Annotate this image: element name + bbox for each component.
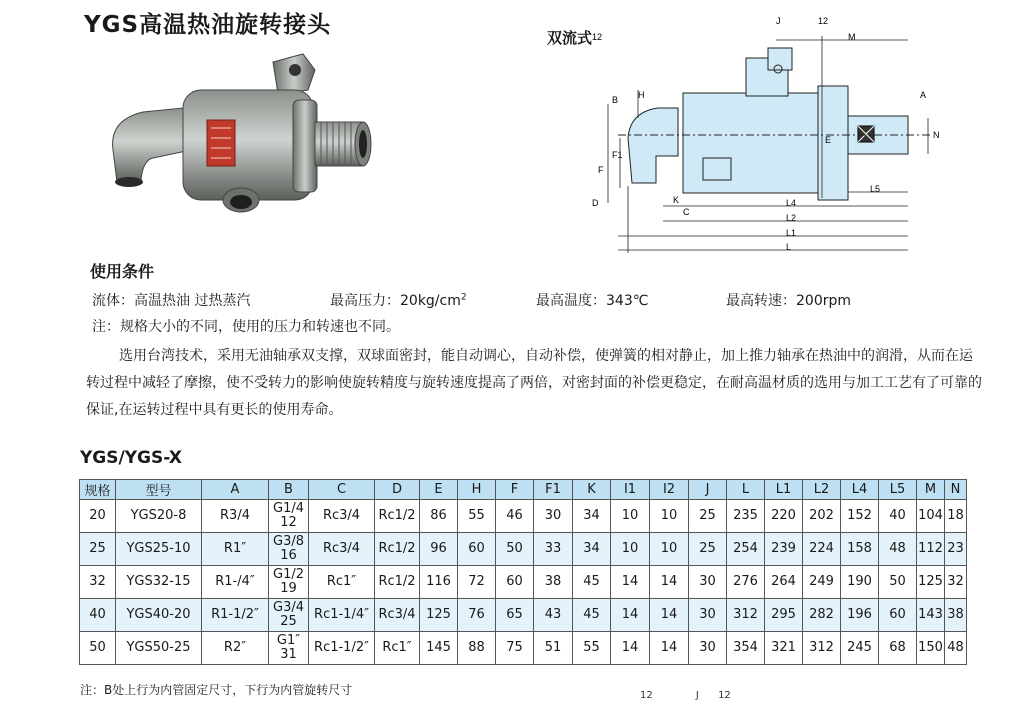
table-cell: 45 <box>573 566 611 599</box>
table-cell: 18 <box>945 500 967 533</box>
fluid-text: 流体：高温热油 过热蒸汽 <box>92 293 251 309</box>
table-cell: 34 <box>573 500 611 533</box>
header-cell: L2 <box>803 480 841 500</box>
dim-label-l1: L1 <box>786 228 797 238</box>
table-cell: 202 <box>803 500 841 533</box>
table-cell: R1-/4″ <box>202 566 269 599</box>
table-cell: 60 <box>496 566 534 599</box>
table-cell: 50 <box>80 632 116 665</box>
table-cell: 14 <box>611 599 650 632</box>
table-cell: 295 <box>765 599 803 632</box>
header-cell: H <box>458 480 496 500</box>
table-cell: 46 <box>496 500 534 533</box>
dim-label-12-top: 12 <box>592 32 603 42</box>
table-cell: Rc1″ <box>309 566 375 599</box>
conditions-heading: 使用条件 <box>90 262 155 281</box>
table-cell: 282 <box>803 599 841 632</box>
table-cell: 50 <box>879 566 917 599</box>
header-cell: 规格 <box>80 480 116 500</box>
table-cell: 321 <box>765 632 803 665</box>
table-cell: YGS50-25 <box>116 632 202 665</box>
table-cell: G3/4 25 <box>269 599 309 632</box>
dim-label-j: J <box>776 16 781 26</box>
table-cell: 14 <box>611 566 650 599</box>
header-cell: 型号 <box>116 480 202 500</box>
table-cell: 125 <box>420 599 458 632</box>
table-cell: 96 <box>420 533 458 566</box>
temperature-text: 最高温度：343℃ <box>536 293 649 309</box>
table-cell: 72 <box>458 566 496 599</box>
header-cell: L <box>727 480 765 500</box>
table-cell: 32 <box>80 566 116 599</box>
table-cell: 145 <box>420 632 458 665</box>
table-cell: R2″ <box>202 632 269 665</box>
table-cell: 312 <box>803 632 841 665</box>
table-cell: 88 <box>458 632 496 665</box>
table-cell: 65 <box>496 599 534 632</box>
header-cell: N <box>945 480 967 500</box>
description-paragraph: 选用台湾技术，采用无油轴承双支撑，双球面密封，能自动调心，自动补偿，使弹簧的相对静止，加上推力轴承在热油中的润滑，从而在运转过程中减轻了摩擦，使不受转力的影响使旋转精度与旋转速度提高了两倍，对密封面的补偿更稳定，在耐高温材质的选用与加工工艺有了可靠的保证,在运转过程中具有更长的使用寿命。 <box>86 348 982 418</box>
table-cell: 220 <box>765 500 803 533</box>
table-cell: 76 <box>458 599 496 632</box>
table-cell: 51 <box>534 632 573 665</box>
table-cell: 25 <box>689 500 727 533</box>
table-cell: 20 <box>80 500 116 533</box>
table-cell: 276 <box>727 566 765 599</box>
header-cell: F <box>496 480 534 500</box>
dim-label-a: A <box>920 90 927 100</box>
table-cell: 158 <box>841 533 879 566</box>
table-cell: 10 <box>611 500 650 533</box>
header-cell: F1 <box>534 480 573 500</box>
table-cell: 48 <box>945 632 967 665</box>
table-cell: 68 <box>879 632 917 665</box>
dim-label-f1: F1 <box>612 150 623 160</box>
table-cell: 14 <box>650 632 689 665</box>
dim-label-n: N <box>933 130 940 140</box>
header-cell: L1 <box>765 480 803 500</box>
table-cell: 25 <box>689 533 727 566</box>
header-cell: J <box>689 480 727 500</box>
header-cell: A <box>202 480 269 500</box>
table-cell: Rc1/2 <box>375 533 420 566</box>
table-cell: 190 <box>841 566 879 599</box>
table-row <box>80 599 967 632</box>
table-cell: YGS32-15 <box>116 566 202 599</box>
table-cell: 60 <box>458 533 496 566</box>
table-cell: 254 <box>727 533 765 566</box>
table-cell: 116 <box>420 566 458 599</box>
table-cell: Rc1/2 <box>375 500 420 533</box>
table-cell: 150 <box>917 632 945 665</box>
diagram-subtitle: 双流式 <box>547 29 593 47</box>
header-cell: I1 <box>611 480 650 500</box>
table-cell: 50 <box>496 533 534 566</box>
table-cell: 224 <box>803 533 841 566</box>
table-cell: Rc1/2 <box>375 566 420 599</box>
dim-label-h: H <box>638 90 645 100</box>
dim-label-l5: L5 <box>870 184 881 194</box>
table-cell: YGS40-20 <box>116 599 202 632</box>
table-cell: 34 <box>573 533 611 566</box>
table-header-row <box>80 480 967 500</box>
dim-label-l4: L4 <box>786 198 797 208</box>
header-cell: K <box>573 480 611 500</box>
table-cell: 152 <box>841 500 879 533</box>
table-cell: 32 <box>945 566 967 599</box>
header-cell: D <box>375 480 420 500</box>
table-cell: 14 <box>650 599 689 632</box>
table-cell: 10 <box>611 533 650 566</box>
table-cell: 38 <box>534 566 573 599</box>
table-cell: 312 <box>727 599 765 632</box>
table-cell: 14 <box>650 566 689 599</box>
table-cell: 264 <box>765 566 803 599</box>
table-cell: 143 <box>917 599 945 632</box>
table-cell: 30 <box>689 599 727 632</box>
table-cell: 104 <box>917 500 945 533</box>
dim-label-d: D <box>592 198 599 208</box>
table-cell: Rc3/4 <box>309 533 375 566</box>
table-cell: 30 <box>689 566 727 599</box>
table-cell: 239 <box>765 533 803 566</box>
table-cell: 33 <box>534 533 573 566</box>
table-cell: YGS25-10 <box>116 533 202 566</box>
dim-label-m: M <box>848 32 856 42</box>
table-cell: 125 <box>917 566 945 599</box>
table-cell: 38 <box>945 599 967 632</box>
table-cell: 245 <box>841 632 879 665</box>
table-cell: Rc3/4 <box>375 599 420 632</box>
dim-label-l2: L2 <box>786 213 797 223</box>
table-cell: 249 <box>803 566 841 599</box>
next-diagram-fragment: 12 J 12 <box>640 690 731 701</box>
table-cell: Rc3/4 <box>309 500 375 533</box>
table-row <box>80 533 967 566</box>
dim-label-e: E <box>825 135 832 145</box>
table-cell: Rc1-1/4″ <box>309 599 375 632</box>
header-cell: B <box>269 480 309 500</box>
table-cell: 45 <box>573 599 611 632</box>
table-cell: 60 <box>879 599 917 632</box>
table-cell: G1″ 31 <box>269 632 309 665</box>
table-title: YGS/YGS-X <box>80 448 182 468</box>
table-cell: Rc1″ <box>375 632 420 665</box>
table-row <box>80 500 967 533</box>
product-photo <box>103 50 383 230</box>
dim-label-b: B <box>612 95 619 105</box>
dim-label-c: C <box>683 207 690 217</box>
table-cell: 23 <box>945 533 967 566</box>
header-cell: L4 <box>841 480 879 500</box>
table-cell: 43 <box>534 599 573 632</box>
dim-label-f: F <box>598 165 604 175</box>
table-cell: 40 <box>80 599 116 632</box>
table-cell: 40 <box>879 500 917 533</box>
table-cell: 10 <box>650 500 689 533</box>
table-cell: 196 <box>841 599 879 632</box>
conditions-note: 注：规格大小的不同，使用的压力和转速也不同。 <box>92 319 400 335</box>
table-cell: 86 <box>420 500 458 533</box>
table-cell: 235 <box>727 500 765 533</box>
table-cell: 30 <box>534 500 573 533</box>
table-cell: 30 <box>689 632 727 665</box>
table-cell: R3/4 <box>202 500 269 533</box>
table-cell: 75 <box>496 632 534 665</box>
table-cell: 55 <box>573 632 611 665</box>
page-title: YGS高温热油旋转接头 <box>84 12 332 38</box>
header-cell: C <box>309 480 375 500</box>
table-cell: 354 <box>727 632 765 665</box>
table-cell: 25 <box>80 533 116 566</box>
table-cell: R1-1/2″ <box>202 599 269 632</box>
dim-label-12-right: 12 <box>818 16 829 26</box>
table-row <box>80 632 967 665</box>
header-cell: E <box>420 480 458 500</box>
dim-label-k: K <box>673 195 680 205</box>
table-row <box>80 566 967 599</box>
table-cell: 10 <box>650 533 689 566</box>
table-cell: 55 <box>458 500 496 533</box>
table-cell: YGS20-8 <box>116 500 202 533</box>
table-cell: G1/2 19 <box>269 566 309 599</box>
dim-label-l: L <box>786 242 792 252</box>
table-cell: R1″ <box>202 533 269 566</box>
table-cell: G3/8 16 <box>269 533 309 566</box>
dimension-diagram <box>578 8 958 253</box>
spec-table <box>79 479 967 665</box>
header-cell: I2 <box>650 480 689 500</box>
table-cell: Rc1-1/2″ <box>309 632 375 665</box>
header-cell: M <box>917 480 945 500</box>
table-cell: 14 <box>611 632 650 665</box>
speed-text: 最高转速：200rpm <box>726 293 852 309</box>
header-cell: L5 <box>879 480 917 500</box>
bottom-note: 注：B处上行为内管固定尺寸，下行为内管旋转尺寸 <box>80 683 353 697</box>
table-cell: 112 <box>917 533 945 566</box>
table-cell: G1/4 12 <box>269 500 309 533</box>
pressure-text: 最高压力：$20kg/cm^2$ <box>330 292 467 309</box>
table-cell: 48 <box>879 533 917 566</box>
